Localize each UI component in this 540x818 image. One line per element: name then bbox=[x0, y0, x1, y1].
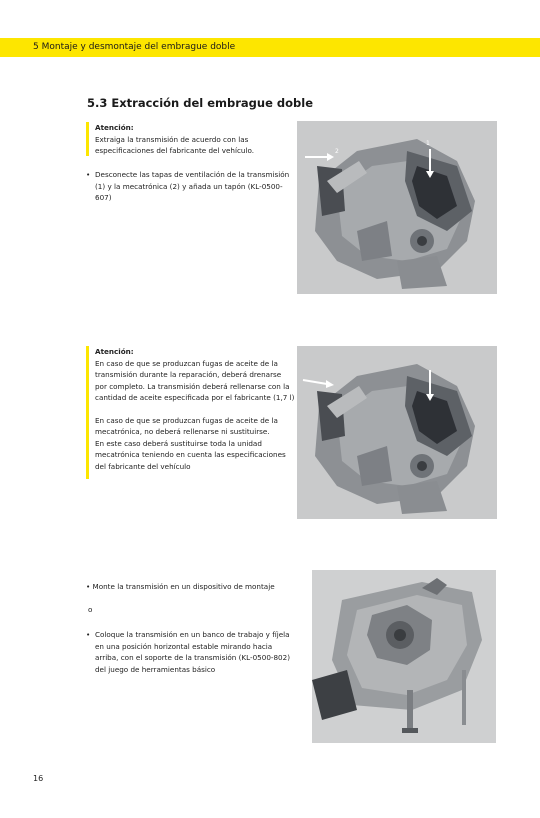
bullet-marker: • bbox=[86, 630, 91, 639]
transmission-photo-vent-caps bbox=[297, 121, 497, 294]
note-line: En este caso deberá sustituirse toda la unidad bbox=[95, 438, 262, 448]
bullet-marker: • bbox=[86, 170, 91, 179]
page-number: 16 bbox=[33, 774, 44, 783]
instruction-line: del juego de herramientas básico bbox=[95, 664, 216, 674]
note-line: del fabricante del vehículo bbox=[95, 461, 191, 471]
chapter-title: 5 Montaje y desmontaje del embrague doble bbox=[33, 42, 236, 52]
instruction-text bbox=[95, 629, 290, 675]
paragraph-gap bbox=[95, 404, 295, 415]
note-line: cantidad de aceite especificada por el fabricante (1,7 l) bbox=[95, 393, 295, 402]
callout-label-2: 2 bbox=[335, 148, 339, 155]
section-title: 5.3 Extracción del embrague doble bbox=[87, 96, 313, 110]
instruction-line: en una posición horizontal estable mirando hacia bbox=[95, 641, 273, 651]
attention-note-1-line: Extraiga la transmisión de acuerdo con las bbox=[95, 134, 249, 144]
callout-arrows bbox=[297, 121, 497, 294]
instruction-line: Coloque la transmisión en un banco de trabajo y fíjela bbox=[95, 630, 290, 639]
attention-note-2-title: Atención: bbox=[95, 347, 134, 356]
callout-arrows bbox=[297, 346, 497, 519]
mounted-transmission-illustration bbox=[312, 570, 496, 743]
note-line: En caso de que se produzcan fugas de aceite de la bbox=[95, 358, 278, 368]
instruction-line: arriba, con el soporte de la transmisión (KL-0500-802) bbox=[95, 653, 291, 662]
instruction-text bbox=[95, 169, 291, 204]
note-line: mecatrónica, no deberá rellenarse ni sustituirse. bbox=[95, 427, 270, 436]
or-separator: o bbox=[88, 605, 93, 614]
instruction-line: Desconecte las tapas de ventilación de la transmisión bbox=[95, 170, 290, 179]
note-line: mecatrónica teniendo en cuenta las especificaciones bbox=[95, 450, 286, 459]
attention-note-1-title: Atención: bbox=[95, 123, 134, 132]
attention-note-1 bbox=[86, 122, 285, 156]
instruction-workbench bbox=[86, 629, 298, 675]
attention-note-2 bbox=[86, 346, 295, 479]
note-line: transmisión durante la reparación, deberá drenarse bbox=[95, 370, 282, 379]
note-line: por completo. La transmisión deberá rellenarse con la bbox=[95, 381, 290, 391]
transmission-photo-mounted bbox=[312, 570, 496, 743]
instruction-line: (1) y la mecatrónica (2) y añada un tapón (KL-0500-607) bbox=[95, 181, 283, 202]
transmission-photo-oil bbox=[297, 346, 497, 519]
instruction-mount-device: • Monte la transmisión en un dispositivo de montaje bbox=[86, 582, 275, 591]
instruction-disconnect-vents bbox=[86, 169, 291, 204]
attention-note-1-line: especificaciones del fabricante del vehículo. bbox=[95, 146, 255, 155]
callout-label-1: 1 bbox=[426, 140, 430, 147]
note-line: En caso de que se produzcan fugas de aceite de la bbox=[95, 415, 278, 425]
